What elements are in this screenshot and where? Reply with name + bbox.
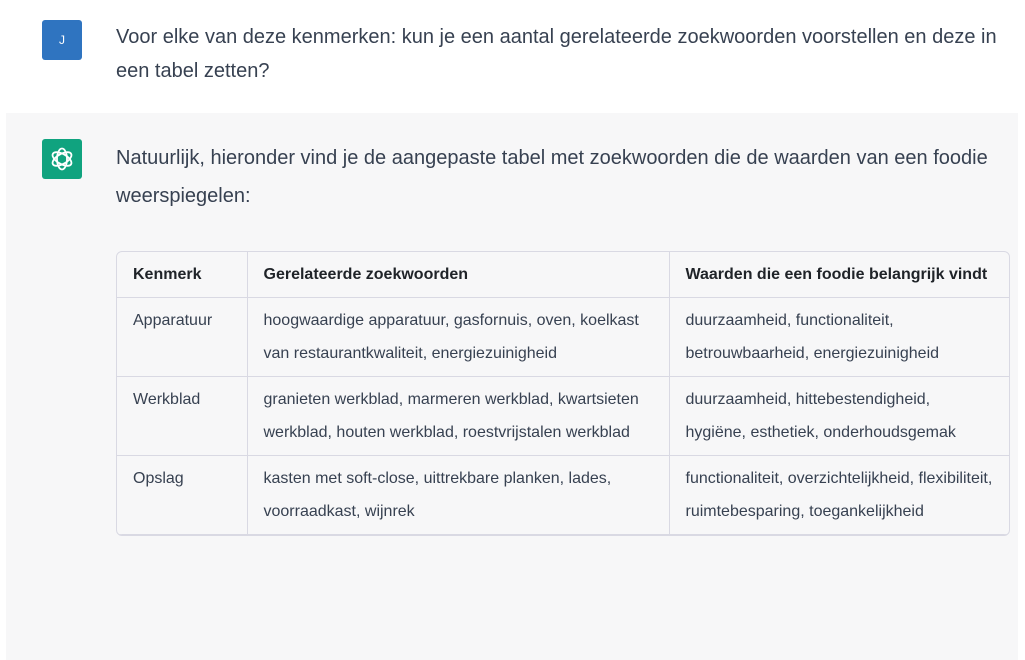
table-header-row [117,252,1009,298]
user-message-text: Voor elke van deze kenmerken: kun je een aantal gerelateerde zoekwoorden voorstellen en deze in een tabel zetten? [116,26,997,82]
user-avatar-initial: J [59,33,65,47]
table-header-cell: Kenmerk [117,252,247,298]
table-cell: Werkblad [117,377,247,456]
table-cell: duurzaamheid, functionaliteit, betrouwbaarheid, energiezuinigheid [669,298,1009,377]
openai-logo-icon [48,145,76,173]
table-row [117,377,1009,456]
table-header-cell: Gerelateerde zoekwoorden [247,252,669,298]
assistant-avatar [42,139,82,179]
table-cell: Apparatuur [117,298,247,377]
table-row [117,298,1009,377]
table-cell: Opslag [117,456,247,535]
table-header-cell: Waarden die een foodie belangrijk vindt [669,252,1009,298]
keyword-table [116,251,1010,536]
user-message [0,0,1025,113]
table-cell: kasten met soft-close, uittrekbare planken, lades, voorraadkast, wijnrek [247,456,669,535]
table-row [117,456,1009,535]
table-cell: hoogwaardige apparatuur, gasfornuis, oven, koelkast van restaurantkwaliteit, energiezuinigheid [247,298,669,377]
table-cell: functionaliteit, overzichtelijkheid, flexibiliteit, ruimtebesparing, toegankelijkheid [669,456,1009,535]
assistant-intro-text: Natuurlijk, hieronder vind je de aangepaste tabel met zoekwoorden die de waarden van een foodie weerspiegelen: [116,147,988,207]
assistant-message [6,113,1018,660]
table-cell: granieten werkblad, marmeren werkblad, kwartsieten werkblad, houten werkblad, roestvrijstalen werkblad [247,377,669,456]
user-avatar [42,20,82,60]
table-cell: duurzaamheid, hittebestendigheid, hygiëne, esthetiek, onderhoudsgemak [669,377,1009,456]
